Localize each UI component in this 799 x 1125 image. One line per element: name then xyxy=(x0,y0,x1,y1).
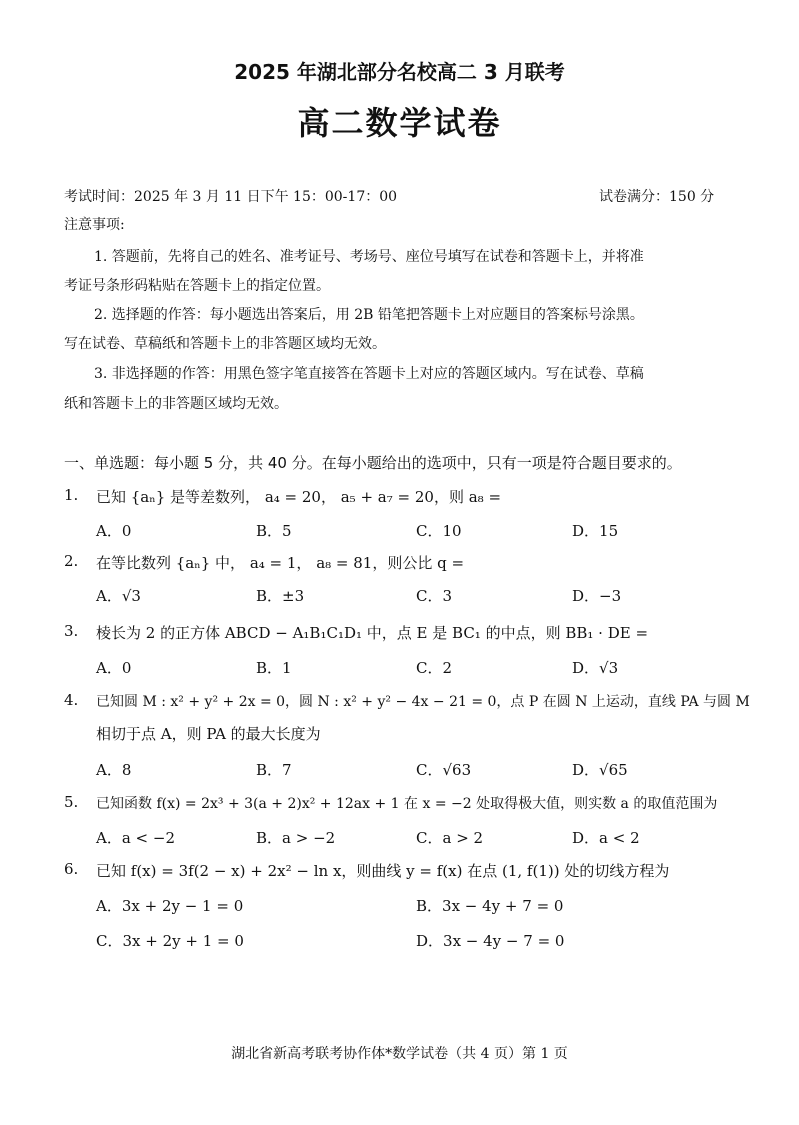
question-text-continued: 相切于点 A，则 PA 的最大长度为 xyxy=(96,725,321,743)
exam-subtitle: 2025 年湖北部分名校高二 3 月联考 xyxy=(234,60,565,84)
exam-title: 高二数学试卷 xyxy=(297,104,502,142)
option-a: A．0 xyxy=(96,522,132,540)
question-text: 棱长为 2 的正方体 ABCD − A₁B₁C₁D₁ 中，点 E 是 BC₁ 的中点，则 BB₁ · DE = xyxy=(96,624,649,642)
exam-time: 考试时间：2025 年 3 月 11 日下午 15：00-17：00 xyxy=(64,189,398,205)
notice-line: 3. 非选择题的作答：用黑色签字笔直接答在答题卡上对应的答题区域内。写在试卷、草稿 xyxy=(94,366,644,382)
question-text: 已知 f(x) = 3f(2 − x) + 2x² − ln x，则曲线 y = f(x) 在点 (1, f(1)) 处的切线方程为 xyxy=(96,862,670,880)
exam-full-score: 试卷满分：150 分 xyxy=(599,189,715,205)
question-number: 3. xyxy=(64,622,79,640)
question-text: 在等比数列 {aₙ} 中， a₄ = 1， a₈ = 81，则公比 q = xyxy=(96,554,465,572)
option-d: D．3x − 4y − 7 = 0 xyxy=(416,932,565,950)
notice-line: 2. 选择题的作答：每小题选出答案后，用 2B 铅笔把答题卡上对应题目的答案标号涂黑。 xyxy=(94,307,644,323)
question-text: 已知函数 f(x) = 2x³ + 3(a + 2)x² + 12ax + 1 在 x = −2 处取得极大值，则实数 a 的取值范围为 xyxy=(96,796,718,812)
notice-line: 1. 答题前，先将自己的姓名、准考证号、考场号、座位号填写在试卷和答题卡上，并将准 xyxy=(94,249,644,265)
option-c: C．a > 2 xyxy=(416,829,484,847)
question-number: 4. xyxy=(64,691,79,709)
question-text: 已知圆 M : x² + y² + 2x = 0，圆 N : x² + y² − 4x − 21 = 0，点 P 在圆 N 上运动，直线 PA 与圆 M xyxy=(96,694,750,710)
notice-line: 写在试卷、草稿纸和答题卡上的非答题区域均无效。 xyxy=(64,336,386,352)
notice-line: 考证号条形码粘贴在答题卡上的指定位置。 xyxy=(64,278,330,294)
question-number: 5. xyxy=(64,793,79,811)
option-c: C．10 xyxy=(416,522,462,540)
option-c: C．3x + 2y + 1 = 0 xyxy=(96,932,244,950)
section-heading: 一、单选题：每小题 5 分，共 40 分。在每小题给出的选项中，只有一项是符合题目要求的。 xyxy=(64,454,682,472)
question-number: 6. xyxy=(64,860,79,878)
option-b: B．a > −2 xyxy=(256,829,336,847)
option-b: B．±3 xyxy=(256,587,305,605)
option-c: C．√63 xyxy=(416,761,472,779)
option-d: D．√65 xyxy=(572,761,628,779)
notice-line: 纸和答题卡上的非答题区域均无效。 xyxy=(64,396,288,412)
option-d: D．−3 xyxy=(572,587,622,605)
option-c: C．2 xyxy=(416,659,453,677)
question-number: 2. xyxy=(64,552,79,570)
question-number: 1. xyxy=(64,486,79,504)
option-a: A．0 xyxy=(96,659,132,677)
question-text: 已知 {aₙ} 是等差数列， a₄ = 20， a₅ + a₇ = 20，则 a₈ = xyxy=(96,488,502,506)
option-d: D．15 xyxy=(572,522,619,540)
option-b: B．7 xyxy=(256,761,292,779)
option-a: A．3x + 2y − 1 = 0 xyxy=(96,897,244,915)
notice-heading: 注意事项: xyxy=(64,217,125,233)
option-b: B．5 xyxy=(256,522,292,540)
option-a: A．a < −2 xyxy=(96,829,175,847)
option-b: B．1 xyxy=(256,659,292,677)
option-d: D．√3 xyxy=(572,659,619,677)
page-footer: 湖北省新高考联考协作体*数学试卷（共 4 页）第 1 页 xyxy=(231,1046,568,1062)
option-d: D．a < 2 xyxy=(572,829,640,847)
option-b: B．3x − 4y + 7 = 0 xyxy=(416,897,564,915)
option-a: A．8 xyxy=(96,761,132,779)
option-a: A．√3 xyxy=(96,587,141,605)
option-c: C．3 xyxy=(416,587,453,605)
